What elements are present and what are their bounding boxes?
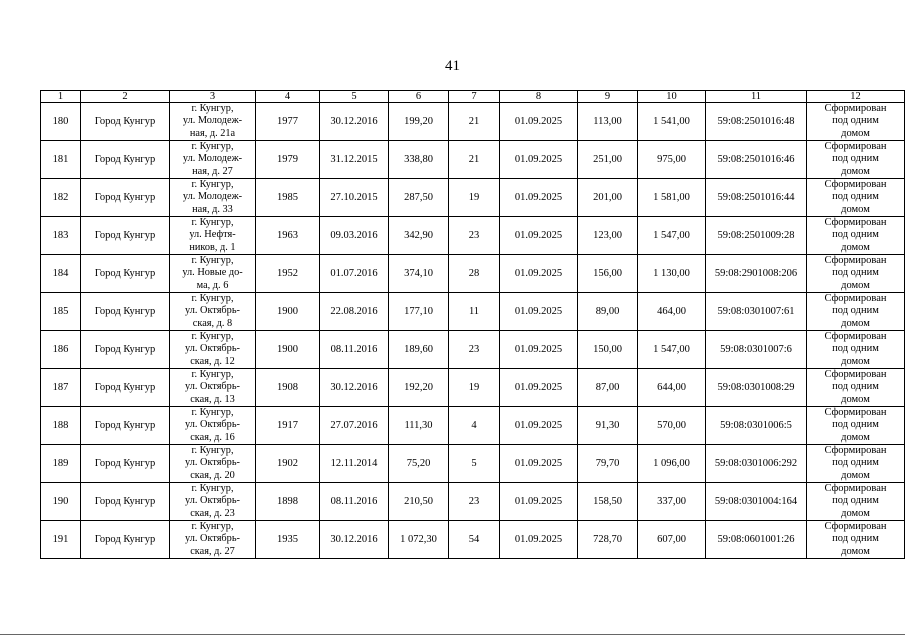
status-line-1: Сформирован <box>824 445 887 457</box>
planned-date-cell: 01.09.2025 <box>500 521 578 559</box>
row-number-cell: 182 <box>41 179 81 217</box>
table-row <box>41 103 905 141</box>
address-line-3: ная, д. 21а <box>189 127 236 139</box>
registration-date-cell: 08.11.2016 <box>320 483 389 521</box>
status-line-1: Сформирован <box>824 483 887 495</box>
status-line-1: Сформирован <box>824 179 887 191</box>
cadastral-number-cell: 59:08:2501016:44 <box>706 179 807 217</box>
address-line-3: ская, д. 27 <box>190 545 235 557</box>
value-cell-10: 337,00 <box>638 483 706 521</box>
column-number-12: 12 <box>807 91 905 103</box>
address-line-1: г. Кунгур, <box>191 407 234 419</box>
count-cell: 54 <box>449 521 500 559</box>
address-cell <box>170 331 256 369</box>
status-line-1: Сформирован <box>824 103 887 115</box>
address-line-2: ул. Октябрь- <box>185 419 240 431</box>
value-cell-9: 201,00 <box>578 179 638 217</box>
value-cell-10: 1 581,00 <box>638 179 706 217</box>
area-cell: 111,30 <box>389 407 449 445</box>
area-cell: 177,10 <box>389 293 449 331</box>
value-cell-9: 728,70 <box>578 521 638 559</box>
planned-date-cell: 01.09.2025 <box>500 445 578 483</box>
status-line-3: домом <box>841 127 870 139</box>
registration-date-cell: 30.12.2016 <box>320 369 389 407</box>
column-number-11: 11 <box>706 91 807 103</box>
address-line-2: ул. Октябрь- <box>185 381 240 393</box>
land-status-cell <box>807 483 905 521</box>
table-body <box>41 103 905 559</box>
column-number-2: 2 <box>81 91 170 103</box>
table-row <box>41 217 905 255</box>
registration-date-cell: 01.07.2016 <box>320 255 389 293</box>
year-built-cell: 1977 <box>256 103 320 141</box>
address-line-1: г. Кунгур, <box>191 521 234 533</box>
value-cell-9: 150,00 <box>578 331 638 369</box>
area-cell: 75,20 <box>389 445 449 483</box>
value-cell-10: 1 547,00 <box>638 331 706 369</box>
address-line-3: ская, д. 13 <box>190 393 235 405</box>
value-cell-10: 975,00 <box>638 141 706 179</box>
count-cell: 19 <box>449 179 500 217</box>
row-number-cell: 188 <box>41 407 81 445</box>
page-edge-line <box>0 634 905 635</box>
address-cell <box>170 141 256 179</box>
status-line-1: Сформирован <box>824 255 887 267</box>
status-line-3: домом <box>841 355 870 367</box>
table-row <box>41 331 905 369</box>
status-line-2: под одним <box>832 457 879 469</box>
planned-date-cell: 01.09.2025 <box>500 179 578 217</box>
column-number-8: 8 <box>500 91 578 103</box>
address-cell <box>170 483 256 521</box>
status-line-1: Сформирован <box>824 369 887 381</box>
column-number-9: 9 <box>578 91 638 103</box>
year-built-cell: 1979 <box>256 141 320 179</box>
count-cell: 11 <box>449 293 500 331</box>
address-line-3: ников, д. 1 <box>189 241 236 253</box>
cadastral-number-cell: 59:08:2901008:206 <box>706 255 807 293</box>
status-line-2: под одним <box>832 343 879 355</box>
value-cell-10: 1 541,00 <box>638 103 706 141</box>
address-line-2: ул. Новые до- <box>182 267 243 279</box>
value-cell-9: 251,00 <box>578 141 638 179</box>
registration-date-cell: 09.03.2016 <box>320 217 389 255</box>
municipality-cell: Город Кунгур <box>81 407 170 445</box>
land-status-cell <box>807 255 905 293</box>
planned-date-cell: 01.09.2025 <box>500 407 578 445</box>
year-built-cell: 1985 <box>256 179 320 217</box>
cadastral-number-cell: 59:08:0301007:6 <box>706 331 807 369</box>
address-line-3: ная, д. 27 <box>192 165 233 177</box>
land-status-cell <box>807 521 905 559</box>
status-line-2: под одним <box>832 191 879 203</box>
table-row <box>41 141 905 179</box>
municipality-cell: Город Кунгур <box>81 141 170 179</box>
status-line-2: под одним <box>832 267 879 279</box>
area-cell: 210,50 <box>389 483 449 521</box>
column-number-5: 5 <box>320 91 389 103</box>
cadastral-number-cell: 59:08:0301008:29 <box>706 369 807 407</box>
address-line-2: ул. Октябрь- <box>185 533 240 545</box>
cadastral-number-cell: 59:08:2501016:46 <box>706 141 807 179</box>
registration-date-cell: 30.12.2016 <box>320 521 389 559</box>
row-number-cell: 183 <box>41 217 81 255</box>
row-number-cell: 189 <box>41 445 81 483</box>
status-line-3: домом <box>841 507 870 519</box>
land-status-cell <box>807 407 905 445</box>
status-line-2: под одним <box>832 305 879 317</box>
status-line-3: домом <box>841 431 870 443</box>
column-number-7: 7 <box>449 91 500 103</box>
row-number-cell: 185 <box>41 293 81 331</box>
status-line-2: под одним <box>832 495 879 507</box>
registration-date-cell: 27.10.2015 <box>320 179 389 217</box>
address-line-1: г. Кунгур, <box>191 179 234 191</box>
planned-date-cell: 01.09.2025 <box>500 331 578 369</box>
status-line-3: домом <box>841 545 870 557</box>
status-line-1: Сформирован <box>824 217 887 229</box>
address-line-3: ская, д. 8 <box>192 317 233 329</box>
registration-date-cell: 22.08.2016 <box>320 293 389 331</box>
status-line-2: под одним <box>832 533 879 545</box>
address-cell <box>170 521 256 559</box>
address-line-1: г. Кунгур, <box>191 293 234 305</box>
area-cell: 338,80 <box>389 141 449 179</box>
status-line-1: Сформирован <box>824 141 887 153</box>
column-number-1: 1 <box>41 91 81 103</box>
year-built-cell: 1900 <box>256 331 320 369</box>
year-built-cell: 1952 <box>256 255 320 293</box>
value-cell-9: 158,50 <box>578 483 638 521</box>
value-cell-10: 1 096,00 <box>638 445 706 483</box>
municipality-cell: Город Кунгур <box>81 331 170 369</box>
land-status-cell <box>807 179 905 217</box>
year-built-cell: 1963 <box>256 217 320 255</box>
planned-date-cell: 01.09.2025 <box>500 141 578 179</box>
municipality-cell: Город Кунгур <box>81 521 170 559</box>
value-cell-9: 113,00 <box>578 103 638 141</box>
table-row <box>41 483 905 521</box>
planned-date-cell: 01.09.2025 <box>500 103 578 141</box>
value-cell-10: 570,00 <box>638 407 706 445</box>
area-cell: 199,20 <box>389 103 449 141</box>
count-cell: 23 <box>449 331 500 369</box>
row-number-cell: 187 <box>41 369 81 407</box>
count-cell: 23 <box>449 483 500 521</box>
status-line-1: Сформирован <box>824 521 887 533</box>
cadastral-number-cell: 59:08:2501009:28 <box>706 217 807 255</box>
area-cell: 287,50 <box>389 179 449 217</box>
address-line-1: г. Кунгур, <box>191 255 234 267</box>
address-line-1: г. Кунгур, <box>191 331 234 343</box>
value-cell-10: 607,00 <box>638 521 706 559</box>
municipality-cell: Город Кунгур <box>81 179 170 217</box>
cadastral-number-cell: 59:08:0601001:26 <box>706 521 807 559</box>
cadastral-number-cell: 59:08:0301006:292 <box>706 445 807 483</box>
area-cell: 189,60 <box>389 331 449 369</box>
column-number-4: 4 <box>256 91 320 103</box>
status-line-2: под одним <box>832 229 879 241</box>
count-cell: 4 <box>449 407 500 445</box>
municipality-cell: Город Кунгур <box>81 369 170 407</box>
cadastral-number-cell: 59:08:2501016:48 <box>706 103 807 141</box>
column-number-3: 3 <box>170 91 256 103</box>
value-cell-10: 1 130,00 <box>638 255 706 293</box>
row-number-cell: 186 <box>41 331 81 369</box>
planned-date-cell: 01.09.2025 <box>500 293 578 331</box>
municipality-cell: Город Кунгур <box>81 217 170 255</box>
address-cell <box>170 293 256 331</box>
planned-date-cell: 01.09.2025 <box>500 217 578 255</box>
registration-date-cell: 31.12.2015 <box>320 141 389 179</box>
address-line-3: ская, д. 12 <box>190 355 235 367</box>
status-line-3: домом <box>841 203 870 215</box>
address-line-3: ская, д. 20 <box>190 469 235 481</box>
value-cell-9: 91,30 <box>578 407 638 445</box>
address-cell <box>170 407 256 445</box>
value-cell-10: 1 547,00 <box>638 217 706 255</box>
address-line-3: ная, д. 33 <box>192 203 233 215</box>
land-status-cell <box>807 293 905 331</box>
table-row <box>41 255 905 293</box>
address-line-2: ул. Молодеж- <box>182 191 243 203</box>
column-number-6: 6 <box>389 91 449 103</box>
municipality-cell: Город Кунгур <box>81 445 170 483</box>
cadastral-number-cell: 59:08:0301006:5 <box>706 407 807 445</box>
year-built-cell: 1900 <box>256 293 320 331</box>
address-line-3: ма, д. 6 <box>196 279 229 291</box>
status-line-3: домом <box>841 317 870 329</box>
housing-registry-table <box>40 90 905 559</box>
table-row <box>41 445 905 483</box>
address-line-2: ул. Октябрь- <box>185 495 240 507</box>
status-line-3: домом <box>841 393 870 405</box>
address-line-1: г. Кунгур, <box>191 445 234 457</box>
row-number-cell: 184 <box>41 255 81 293</box>
municipality-cell: Город Кунгур <box>81 255 170 293</box>
value-cell-10: 464,00 <box>638 293 706 331</box>
cadastral-number-cell: 59:08:0301004:164 <box>706 483 807 521</box>
count-cell: 19 <box>449 369 500 407</box>
registration-date-cell: 08.11.2016 <box>320 331 389 369</box>
value-cell-9: 156,00 <box>578 255 638 293</box>
status-line-1: Сформирован <box>824 407 887 419</box>
land-status-cell <box>807 217 905 255</box>
year-built-cell: 1908 <box>256 369 320 407</box>
cadastral-number-cell: 59:08:0301007:61 <box>706 293 807 331</box>
address-cell <box>170 445 256 483</box>
year-built-cell: 1917 <box>256 407 320 445</box>
row-number-cell: 191 <box>41 521 81 559</box>
address-line-1: г. Кунгур, <box>191 483 234 495</box>
status-line-3: домом <box>841 241 870 253</box>
status-line-3: домом <box>841 279 870 291</box>
count-cell: 28 <box>449 255 500 293</box>
address-line-3: ская, д. 16 <box>190 431 235 443</box>
value-cell-9: 87,00 <box>578 369 638 407</box>
count-cell: 21 <box>449 103 500 141</box>
column-number-10: 10 <box>638 91 706 103</box>
land-status-cell <box>807 369 905 407</box>
land-status-cell <box>807 331 905 369</box>
municipality-cell: Город Кунгур <box>81 483 170 521</box>
status-line-1: Сформирован <box>824 331 887 343</box>
value-cell-9: 89,00 <box>578 293 638 331</box>
address-line-2: ул. Октябрь- <box>185 457 240 469</box>
row-number-cell: 181 <box>41 141 81 179</box>
area-cell: 1 072,30 <box>389 521 449 559</box>
table-row <box>41 179 905 217</box>
address-line-2: ул. Молодеж- <box>182 115 243 127</box>
table-row <box>41 369 905 407</box>
municipality-cell: Город Кунгур <box>81 103 170 141</box>
area-cell: 342,90 <box>389 217 449 255</box>
count-cell: 23 <box>449 217 500 255</box>
registration-date-cell: 27.07.2016 <box>320 407 389 445</box>
count-cell: 21 <box>449 141 500 179</box>
area-cell: 192,20 <box>389 369 449 407</box>
address-line-2: ул. Молодеж- <box>182 153 243 165</box>
address-line-1: г. Кунгур, <box>191 369 234 381</box>
area-cell: 374,10 <box>389 255 449 293</box>
table-row <box>41 293 905 331</box>
address-line-2: ул. Октябрь- <box>185 305 240 317</box>
land-status-cell <box>807 141 905 179</box>
year-built-cell: 1935 <box>256 521 320 559</box>
value-cell-10: 644,00 <box>638 369 706 407</box>
address-cell <box>170 103 256 141</box>
land-status-cell <box>807 445 905 483</box>
address-cell <box>170 179 256 217</box>
status-line-3: домом <box>841 469 870 481</box>
status-line-2: под одним <box>832 115 879 127</box>
address-line-1: г. Кунгур, <box>191 103 234 115</box>
planned-date-cell: 01.09.2025 <box>500 483 578 521</box>
planned-date-cell: 01.09.2025 <box>500 255 578 293</box>
year-built-cell: 1898 <box>256 483 320 521</box>
address-line-2: ул. Октябрь- <box>185 343 240 355</box>
status-line-2: под одним <box>832 153 879 165</box>
address-line-1: г. Кунгур, <box>191 217 234 229</box>
address-line-2: ул. Нефтя- <box>189 229 236 241</box>
address-cell <box>170 217 256 255</box>
page-number: 41 <box>445 58 460 74</box>
land-status-cell <box>807 103 905 141</box>
status-line-3: домом <box>841 165 870 177</box>
column-number-row <box>41 91 905 103</box>
address-cell <box>170 369 256 407</box>
address-cell <box>170 255 256 293</box>
status-line-1: Сформирован <box>824 293 887 305</box>
municipality-cell: Город Кунгур <box>81 293 170 331</box>
status-line-2: под одним <box>832 419 879 431</box>
row-number-cell: 180 <box>41 103 81 141</box>
status-line-2: под одним <box>832 381 879 393</box>
value-cell-9: 79,70 <box>578 445 638 483</box>
registration-date-cell: 30.12.2016 <box>320 103 389 141</box>
address-line-1: г. Кунгур, <box>191 141 234 153</box>
year-built-cell: 1902 <box>256 445 320 483</box>
table-row <box>41 521 905 559</box>
row-number-cell: 190 <box>41 483 81 521</box>
table-row <box>41 407 905 445</box>
planned-date-cell: 01.09.2025 <box>500 369 578 407</box>
count-cell: 5 <box>449 445 500 483</box>
registration-date-cell: 12.11.2014 <box>320 445 389 483</box>
value-cell-9: 123,00 <box>578 217 638 255</box>
address-line-3: ская, д. 23 <box>190 507 235 519</box>
